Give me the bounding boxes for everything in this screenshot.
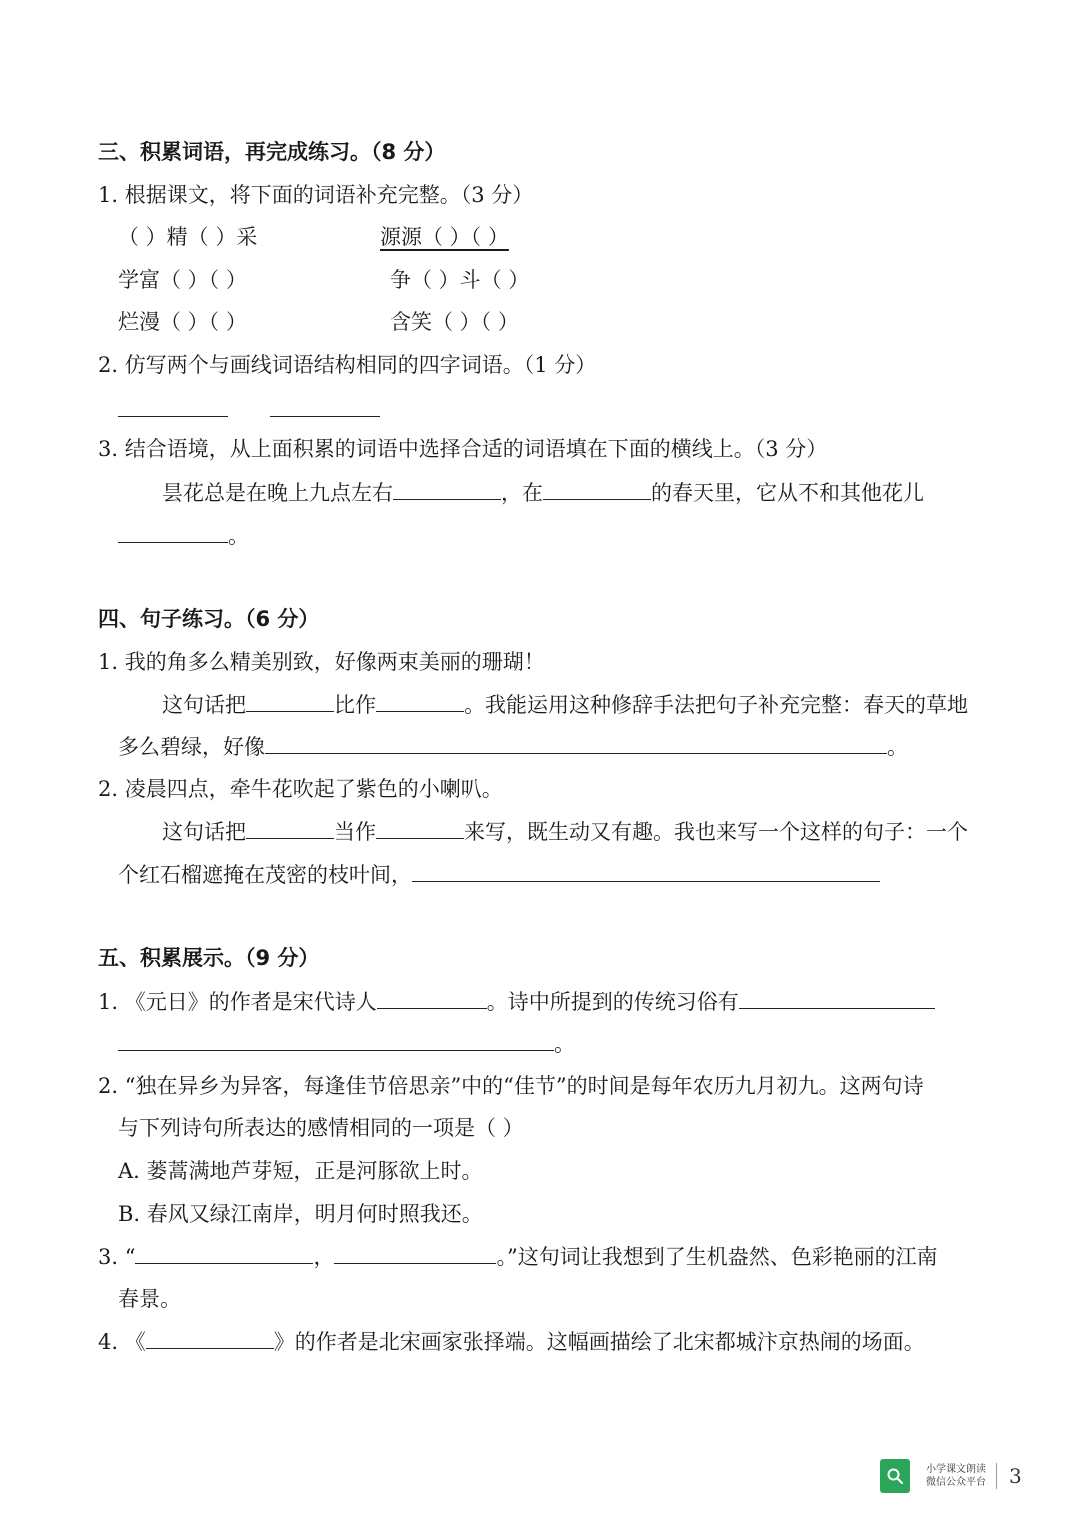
s3-question-3-line2 [118,520,249,550]
answer-blank[interactable] [265,731,887,754]
text: 3. “ [98,1245,136,1269]
text: 来写，既生动又有趣。我也来写一个这样的句子：一个 [464,820,968,844]
s5-question-2-line2: 与下列诗句所表达的感情相同的一项是（ ） [118,1116,524,1140]
brand-line-1: 小学课文朗读 [926,1464,986,1475]
text: 多么碧绿，好像 [118,735,265,759]
answer-blank[interactable] [543,477,651,500]
s4-question-1-line2 [118,731,908,761]
text: 这句话把 [162,820,246,844]
s5-option-b: B. 春风又绿江南岸，明月何时照我还。 [118,1202,483,1226]
s5-question-3-line1 [98,1241,938,1271]
text: 当作 [334,820,376,844]
s5-question-3-line2: 春景。 [118,1287,181,1311]
answer-blank[interactable] [246,816,334,839]
s5-option-a: A. 蒌蒿满地芦芽短，正是河豚欲上时。 [118,1159,483,1183]
answer-blank[interactable] [393,477,501,500]
text: 。 [554,1032,575,1056]
answer-blank[interactable] [118,394,228,417]
s3-word-row-1b-underlined: 源源（ ）（ ） [380,225,509,249]
text: 1. 《元日》的作者是宋代诗人 [98,990,377,1014]
s3-word-row-3a: 烂漫（ ）（ ） [118,310,247,334]
text: ， [313,1245,335,1269]
s5-question-1-line1 [98,986,935,1016]
s3-word-row-2a: 学富（ ）（ ） [118,268,247,292]
s3-word-row-2b: 争（ ）斗（ ） [390,268,530,292]
answer-blank[interactable] [146,1326,274,1349]
s4-question-2-line2 [118,859,880,889]
answer-blank[interactable] [334,1241,496,1264]
text: 。 [887,735,908,759]
section-3-title: 三、积累词语，再完成练习。（8 分） [98,140,446,164]
text: ，在 [501,481,543,505]
s3-question-3-line1 [162,477,924,507]
answer-blank[interactable] [739,986,935,1009]
s5-question-4 [98,1326,925,1356]
text: 。 [228,524,249,548]
brand-logo [880,1459,910,1493]
text: 个红石榴遮掩在茂密的枝叶间， [118,863,412,887]
s3-question-2: 2. 仿写两个与画线词语结构相同的四字词语。（1 分） [98,353,597,377]
answer-blank[interactable] [118,520,228,543]
text: 比作 [334,693,376,717]
answer-blank[interactable] [135,1241,313,1264]
answer-blank[interactable] [377,986,487,1009]
text: 》的作者是北宋画家张择端。这幅画描绘了北宋都城汴京热闹的场面。 [273,1330,925,1354]
text: 。”这句词让我想到了生机盎然、色彩艳丽的江南 [496,1245,938,1269]
s3-word-row-1a: （ ）精（ ）采 [118,225,258,249]
s4-question-2-line1 [162,816,968,846]
text: 的春天里，它从不和其他花儿 [651,481,924,505]
s5-question-1-line2 [118,1028,575,1058]
s4-question-1-line1 [162,689,968,719]
text: 昙花总是在晚上九点左右 [162,481,393,505]
section-4-title: 四、句子练习。（6 分） [98,607,320,631]
page-number: 3 [1009,1464,1022,1488]
text: 。我能运用这种修辞手法把句子补充完整：春天的草地 [464,693,968,717]
s4-question-1: 1. 我的角多么精美别致，好像两束美丽的珊瑚！ [98,650,545,674]
text: 这句话把 [162,693,246,717]
answer-blank[interactable] [412,859,880,882]
text: 。诗中所提到的传统习俗有 [486,990,739,1014]
brand-line-2: 微信公众平台 [926,1477,986,1488]
s3-word-row-3b: 含笑（ ）（ ） [390,310,519,334]
s5-question-2-line1: 2. “独在异乡为异客，每逢佳节倍思亲”中的“佳节”的时间是每年农历九月初九。这两句诗 [98,1074,924,1098]
s3-question-1: 1. 根据课文，将下面的词语补充完整。（3 分） [98,183,534,207]
answer-blank[interactable] [376,816,464,839]
s3-question-3: 3. 结合语境，从上面积累的词语中选择合适的词语填在下面的横线上。（3 分） [98,437,828,461]
s4-question-2: 2. 凌晨四点，牵牛花吹起了紫色的小喇叭。 [98,777,503,801]
search-icon [886,1467,904,1485]
answer-blank[interactable] [246,689,334,712]
section-5-title: 五、积累展示。（9 分） [98,946,320,970]
page-footer [880,1458,1022,1494]
answer-blank[interactable] [270,394,380,417]
answer-blank[interactable] [376,689,464,712]
brand-text [926,1463,997,1489]
answer-blank[interactable] [118,1028,554,1051]
text: 4. 《 [98,1330,146,1354]
